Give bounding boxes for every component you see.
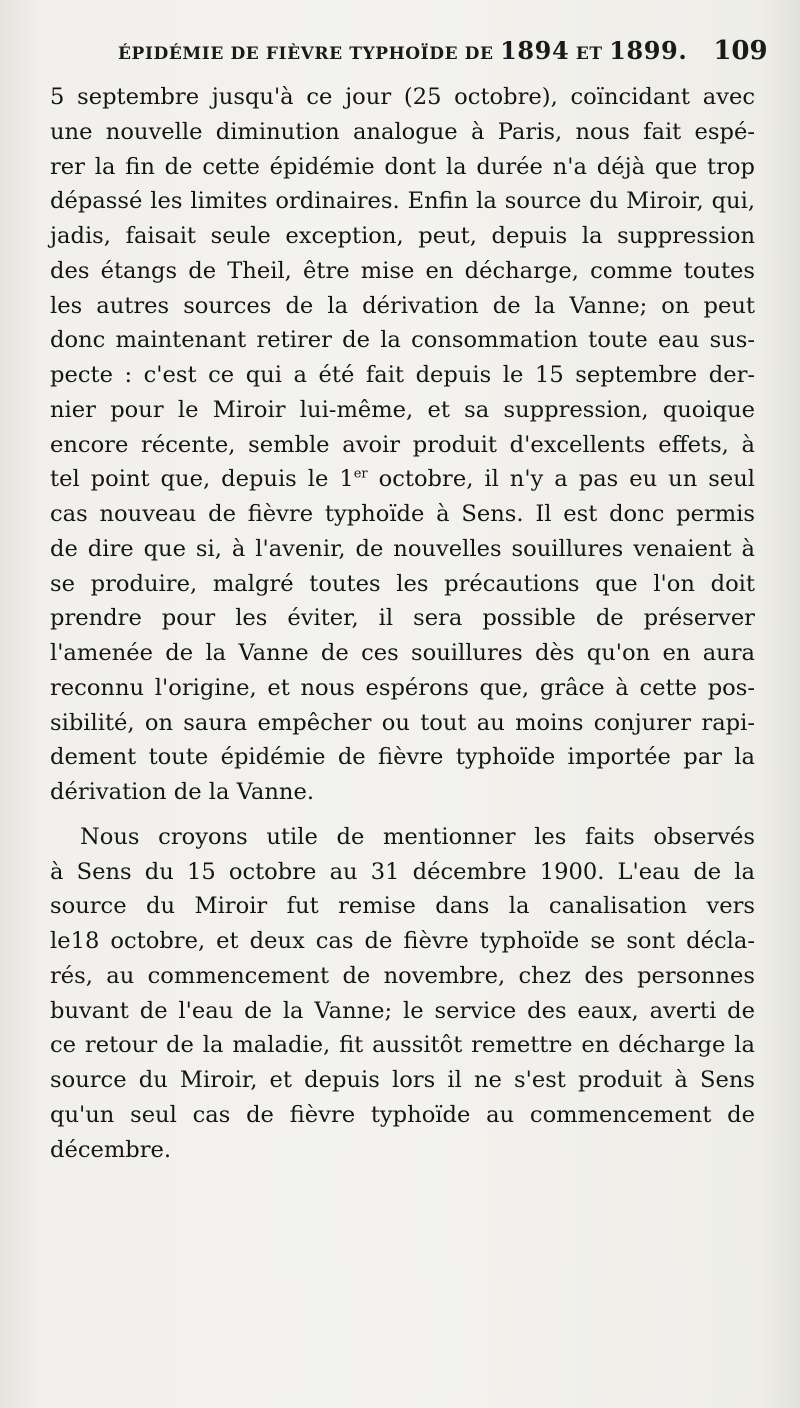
line-12-after: octobre, il n'y a pas eu un seul [367,466,755,493]
text-line: cas nouveau de fièvre typhoïde à Sens. Il est donc permis [50,501,755,527]
text-line: jadis, faisait seule exception, peut, depuis la suppression [50,223,755,249]
text-line: reconnu l'origine, et nous espérons que, grâce à cette pos- [50,674,755,701]
text-line: rer la fin de cette épidémie dont la durée n'a déjà que trop [50,153,755,180]
text-line: dérivation de la Vanne. [50,779,314,805]
text-line: nier pour le Miroir lui-même, et sa suppression, quoique [50,396,755,423]
text-line: se produire, malgré toutes les précautions que l'on doit [50,570,755,597]
text-line: une nouvelle diminution analogue à Paris, nous fait espé- [50,118,755,145]
text-line: décembre. [50,1136,172,1163]
text-line: le18 octobre, et deux cas de fièvre typhoïde se sont décla- [50,928,755,954]
text-line: buvant de l'eau de la Vanne; le service des eaux, averti de [50,997,755,1024]
ordinal-superscript: er [353,466,368,482]
text-line: à Sens du 15 octobre au 31 décembre 1900. L'eau de la [50,858,755,885]
line-12-before: tel point que, depuis le 1 [50,466,354,493]
text-line: prendre pour les éviter, il sera possible de préserver [50,605,755,632]
text-line: encore récente, semble avoir produit d'excellents effets, à [50,431,755,458]
paragraph-1 [50,80,755,810]
running-title [118,36,687,65]
paragraph-2 [50,820,755,1168]
text-line-with-superscript [50,462,755,497]
paragraph-spacer [50,810,755,820]
text-line: l'amenée de la Vanne de ces souillures dès qu'on en aura [50,640,755,666]
text-line: des étangs de Theil, être mise en décharge, comme toutes [50,257,755,284]
text-line: de dire que si, à l'avenir, de nouvelles souillures venaient à [50,535,755,562]
title-conjunction: ET [575,44,603,64]
text-line: 5 septembre jusqu'à ce jour (25 octobre), coïncidant avec [50,84,755,110]
text-line: donc maintenant retirer de la consommation toute eau sus- [50,327,755,354]
text-line: Nous croyons utile de mentionner les faits observés [80,823,755,850]
text-line: sibilité, on saura empêcher ou tout au moins conjurer rapi- [50,709,755,736]
year-1899: 1899. [609,36,688,65]
text-line: les autres sources de la dérivation de la Vanne; on peut [50,292,755,319]
text-line: qu'un seul cas de fièvre typhoïde au commencement de [50,1101,755,1128]
text-line: dépassé les limites ordinaires. Enfin la source du Miroir, qui, [50,188,755,215]
running-title-prefix: ÉPIDÉMIE DE FIÈVRE TYPHOÏDE DE [118,44,494,64]
body-text [50,80,755,1167]
running-header [118,36,768,72]
year-1894: 1894 [500,36,570,65]
text-line: pecte : c'est ce qui a été fait depuis le 15 septembre der- [50,362,755,388]
text-line: ce retour de la maladie, fit aussitôt remettre en décharge la [50,1032,755,1059]
text-line: rés, au commencement de novembre, chez des personnes [50,962,755,989]
text-line: source du Miroir fut remise dans la canalisation vers [50,893,755,920]
page-number: 109 [713,36,768,66]
text-line: source du Miroir, et depuis lors il ne s'est produit à Sens [50,1067,755,1093]
text-line: dement toute épidémie de fièvre typhoïde importée par la [50,744,755,771]
